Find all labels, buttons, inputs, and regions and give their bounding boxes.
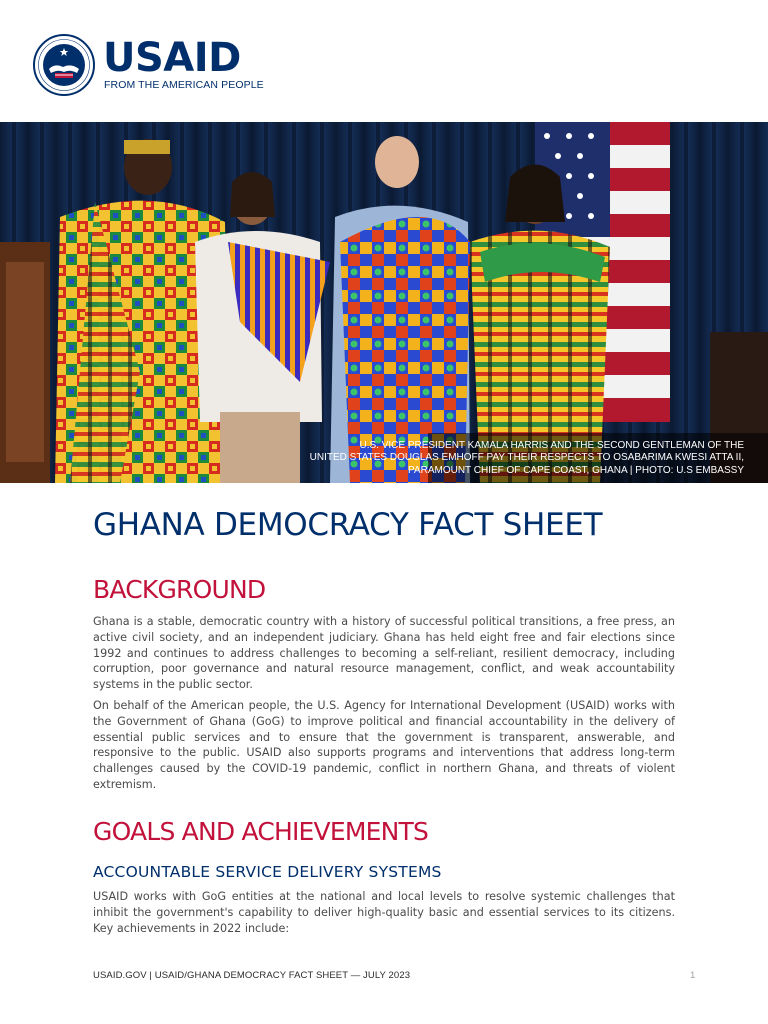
hero-photo bbox=[0, 122, 768, 483]
goals-heading: GOALS AND ACHIEVEMENTS bbox=[93, 817, 429, 846]
caption-line: U.S. VICE PRESIDENT KAMALA HARRIS AND THE SECOND GENTLEMAN OF THE bbox=[359, 439, 744, 451]
service-delivery-subheading: ACCOUNTABLE SERVICE DELIVERY SYSTEMS bbox=[93, 863, 442, 881]
background-heading: BACKGROUND bbox=[93, 575, 266, 604]
usaid-wordmark: USAID bbox=[103, 35, 241, 81]
service-delivery-paragraph: USAID works with GoG entities at the national and local levels to resolve systemic challenges that inhibit the government's capability to deliver high-quality basic and essential services to its citizens. Key achievements in 2022 include: bbox=[93, 890, 675, 935]
background-paragraph-2: On behalf of the American people, the U.S. Agency for International Development (USAID) works with the Government of Ghana (GoG) to improve political and financial accountability in the delivery of essential public services and to ensure that the government is transparent, answerable, and responsive to the public. USAID also supports programs and interventions that address long-term challenges caused by the COVID-19 pandemic, conflict in northern Ghana, and threats of violent extremism. bbox=[93, 699, 675, 791]
usaid-tagline: FROM THE AMERICAN PEOPLE bbox=[104, 79, 264, 91]
page-number: 1 bbox=[690, 970, 696, 981]
photo-caption bbox=[224, 440, 744, 478]
usaid-logo bbox=[33, 34, 293, 96]
caption-line: PARAMOUNT CHIEF OF CAPE COAST, GHANA | PHOTO: U.S EMBASSY bbox=[408, 464, 744, 476]
background-paragraph-1: Ghana is a stable, democratic country with a history of successful political transitions, a free press, an active civil society, and an independent judiciary. Ghana has held eight free and fair elections since 1992 and continues to address challenges to becoming a self-reliant, resilient democracy, including corruption, poor governance and natural resource management, conflict, and weak accountability systems in the public sector. bbox=[93, 615, 675, 692]
footer-text: USAID.GOV | USAID/GHANA DEMOCRACY FACT SHEET — JULY 2023 bbox=[93, 970, 411, 981]
hero-photo-illustration bbox=[0, 122, 768, 483]
usaid-seal-icon bbox=[33, 34, 95, 96]
document-title: GHANA DEMOCRACY FACT SHEET bbox=[93, 507, 603, 543]
caption-line: UNITED STATES DOUGLAS EMHOFF PAY THEIR RESPECTS TO OSABARIMA KWESI ATTA II, bbox=[309, 452, 744, 463]
